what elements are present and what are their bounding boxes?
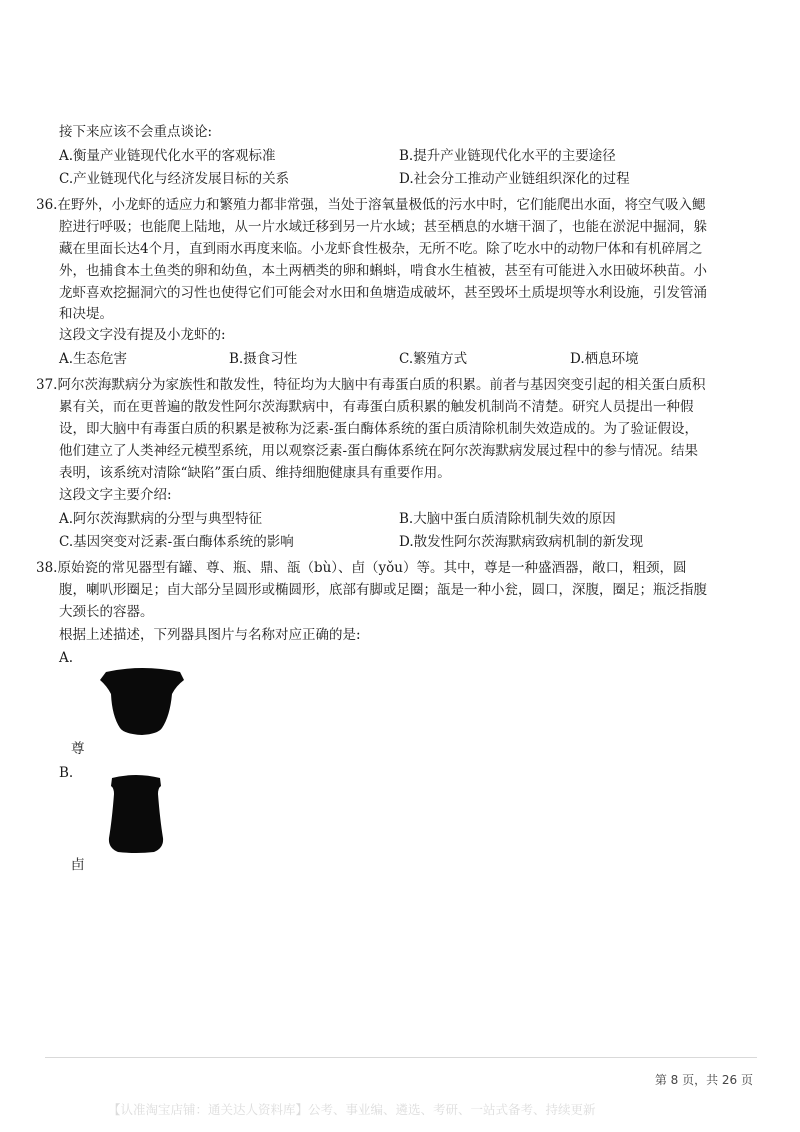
q38-option-a-label[interactable]: A. (59, 650, 74, 666)
q36-text-line: 腔进行呼吸；也能爬上陆地，从一片水域迁移到另一片水域；甚至栖息的水塘干涸了，也能在淤泥中掘洞，躲 (59, 219, 707, 235)
you-vessel-image[interactable] (104, 772, 168, 854)
page-number: 第 8 页，共 26 页 (654, 1073, 753, 1087)
q36-option-a[interactable]: A.生态危害 (59, 351, 128, 367)
q38-question: 根据上述描述，下列器具图片与名称对应正确的是: (59, 627, 361, 643)
q36-text-line: 藏在里面长达4个月，直到雨水再度来临。小龙虾食性极杂，无所不吃。除了吃水中的动物尸体和有机碎屑之 (59, 241, 703, 257)
q36-option-c[interactable]: C.繁殖方式 (399, 351, 468, 367)
q36-text-line: 龙虾喜欢挖掘洞穴的习性也使得它们可能会对水田和鱼塘造成破坏，甚至毁坏土质堤坝等水利设施，引发管涌 (59, 285, 707, 301)
q38-text-line: 大颈长的容器。 (59, 604, 154, 620)
q36-option-b[interactable]: B.摄食习性 (229, 351, 298, 367)
q35-stem-tail: 接下来应该不会重点谈论: (59, 124, 213, 140)
q38-text-line: 腹，喇叭形圈足；卣大部分呈圆形或椭圆形，底部有脚或足圈；瓿是一种小瓮，圆口，深腹，圈足；瓶泛指腹 (59, 582, 707, 598)
q37-option-c[interactable]: C.基因突变对泛素-蛋白酶体系统的影响 (59, 534, 294, 550)
q37-option-b[interactable]: B.大脑中蛋白质清除机制失效的原因 (399, 511, 616, 527)
q37-text-line: 累有关，而在更普遍的散发性阿尔茨海默病中，有毒蛋白质积累的触发机制尚不清楚。研究人员提出一种假 (59, 399, 694, 415)
q37-option-a[interactable]: A.阿尔茨海默病的分型与典型特征 (59, 511, 263, 527)
q37-option-d[interactable]: D.散发性阿尔茨海默病致病机制的新发现 (399, 534, 644, 550)
q36-text-line: 和决堤。 (59, 306, 113, 322)
q37-text-line: 他们建立了人类神经元模型系统，用以观察泛素-蛋白酶体系统在阿尔茨海默病发展过程中的参与情况。结果 (59, 443, 699, 459)
q36-option-d[interactable]: D.栖息环境 (570, 351, 639, 367)
footer-divider (45, 1057, 757, 1058)
q38-option-b-label[interactable]: B. (59, 765, 74, 781)
q37-text-line: 表明，该系统对清除“缺陷”蛋白质、维持细胞健康具有重要作用。 (59, 465, 451, 481)
zun-vessel-image[interactable] (96, 664, 188, 738)
q37-text-line: 37.阿尔茨海默病分为家族性和散发性，特征均为大脑中有毒蛋白质的积累。前者与基因突变引起的相关蛋白质积 (36, 377, 706, 393)
q38-option-a-caption: 尊 (71, 741, 85, 757)
q35-option-a[interactable]: A.衡量产业链现代化水平的客观标准 (59, 148, 276, 164)
q36-text-line: 外，也捕食本土鱼类的卵和幼鱼，本土两栖类的卵和蝌蚪，啃食水生植被，甚至有可能进入水田破坏秧苗。小 (59, 263, 707, 279)
q37-text-line: 设，即大脑中有毒蛋白质的积累是被称为泛素-蛋白酶体系统的蛋白质清除机制失效造成的。为了验证假设， (59, 421, 699, 437)
footer-watermark: 【认准淘宝店铺：通关达人资料库】公考、事业编、遴选、考研、一站式备考、持续更新 (108, 1102, 596, 1117)
q35-option-c[interactable]: C.产业链现代化与经济发展目标的关系 (59, 171, 290, 187)
q37-question: 这段文字主要介绍: (59, 487, 172, 503)
q36-question: 这段文字没有提及小龙虾的: (59, 327, 226, 343)
q38-text-line: 38.原始瓷的常见器型有罐、尊、瓶、鼎、瓿（bù）、卣（yǒu）等。其中，尊是一种盛酒器，敞口，粗颈，圆 (36, 560, 687, 576)
q35-option-b[interactable]: B.提升产业链现代化水平的主要途径 (399, 148, 616, 164)
q36-text-line: 36.在野外，小龙虾的适应力和繁殖力都非常强，当处于溶氧量极低的污水中时，它们能爬出水面，将空气吸入鳃 (36, 197, 706, 213)
q38-option-b-caption: 卣 (71, 857, 85, 873)
q35-option-d[interactable]: D.社会分工推动产业链组织深化的过程 (399, 171, 630, 187)
